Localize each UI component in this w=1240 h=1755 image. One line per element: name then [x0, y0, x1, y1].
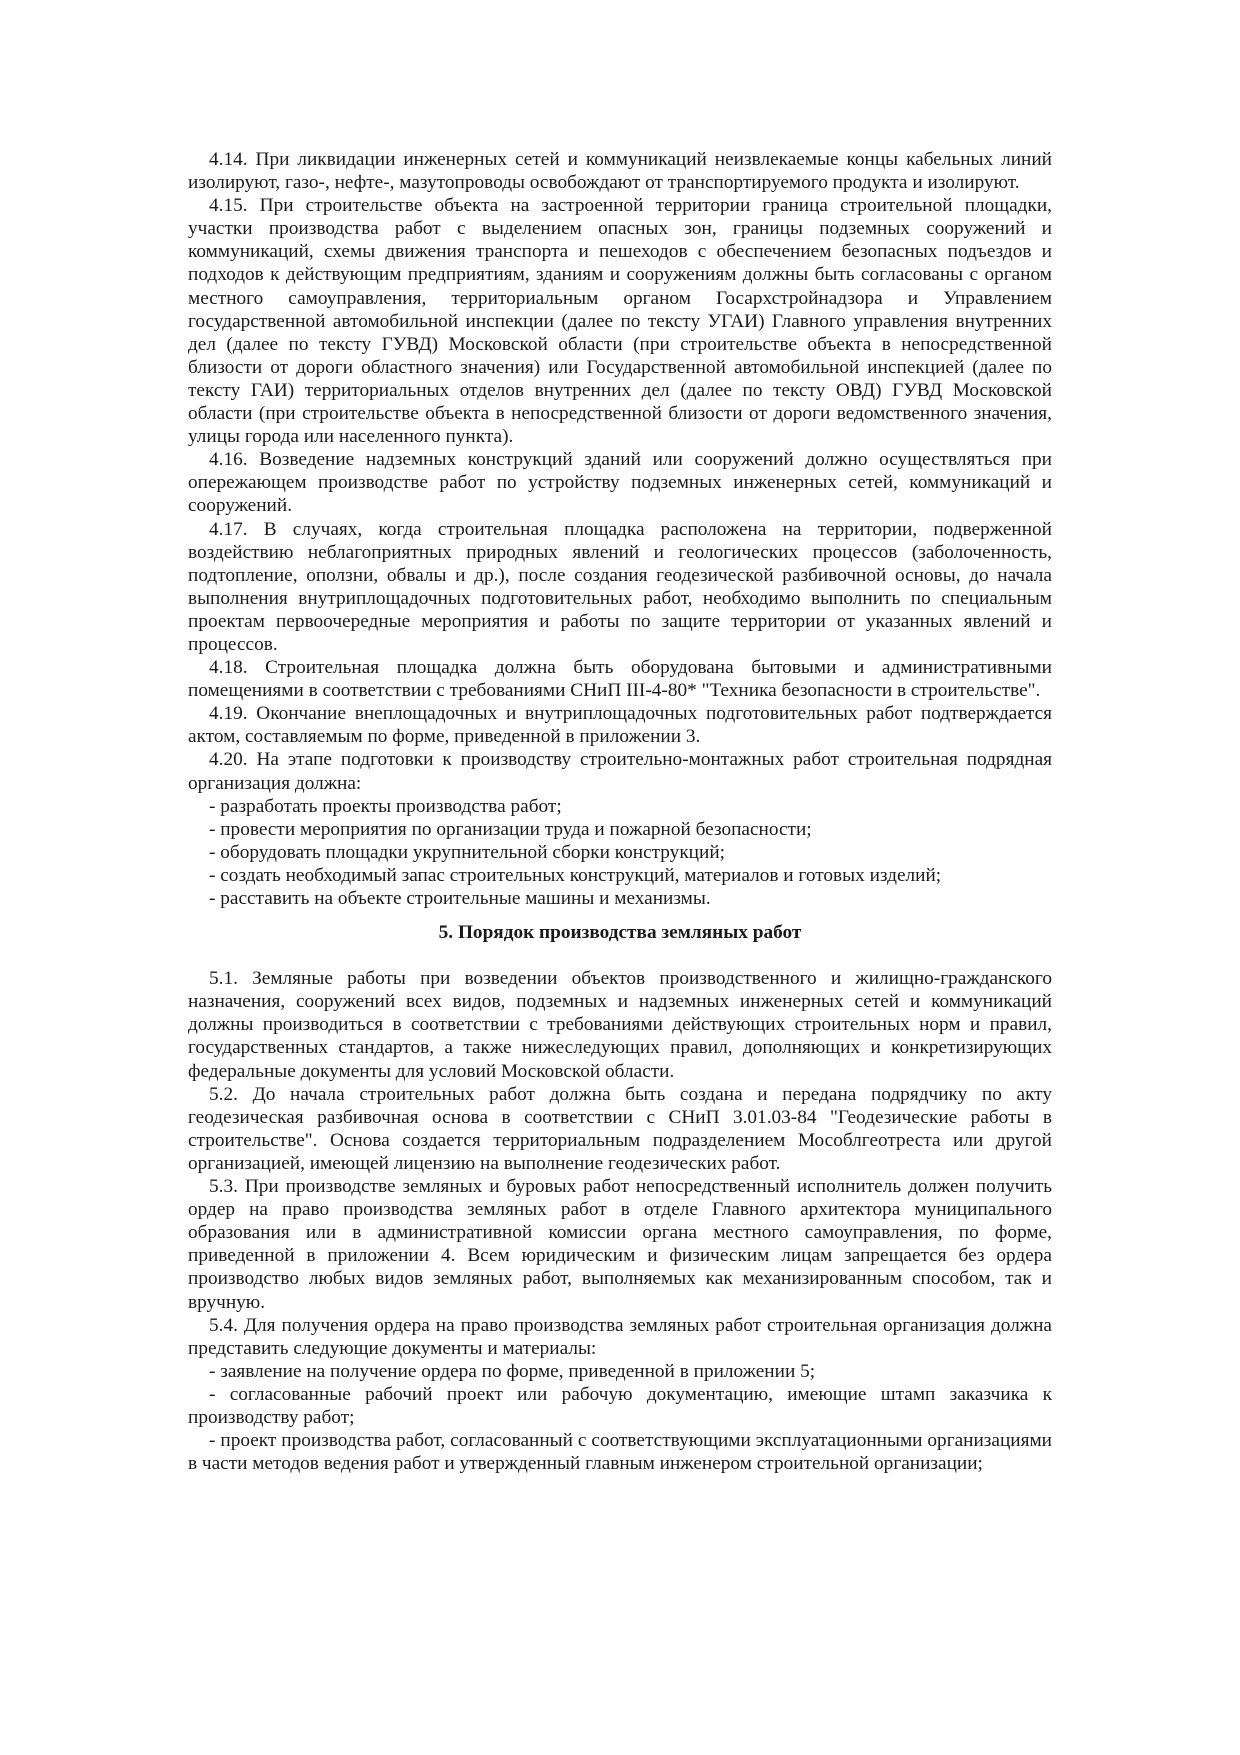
paragraph-5-3: 5.3. При производстве земляных и буровых работ непосредственный исполнитель должен получить ордер на право производства земляных работ в отделе Главного архитектора муниципального образования или в административной комиссии органа местного самоуправления, по форме, приведенной в приложении 4. Всем юридическим и физическим лицам запрещается без ордера производство любых видов земляных работ, выполняемых как механизированным способом, так и вручную. [188, 1176, 1052, 1313]
paragraph-4-15: 4.15. При строительстве объекта на застроенной территории граница строительной площадки, участки производства работ с выделением опасных зон, границы подземных сооружений и коммуникаций, схемы движения транспорта и пешеходов с обеспечением безопасных подъездов и подходов к действующим предприятиям, зданиям и сооружениям должны быть согласованы с органом местного самоуправления, территориальным органом Госархстройнадзора и Управлением государственной автомобильной инспекции (далее по тексту УГАИ) Главного управления внутренних дел (далее по тексту ГУВД) Московской области (при строительстве объекта в непосредственной близости от дороги областного значения) или Государственной автомобильной инспекцией (далее по тексту ГАИ) территориальных отделов внутренних дел (далее по тексту ОВД) ГУВД Московской области (при строительстве объекта в непосредственной близости от дороги ведомственного значения, улицы города или населенного пункта). [188, 195, 1052, 448]
paragraph-4-16: 4.16. Возведение надземных конструкций зданий или сооружений должно осуществляться при опережающем производстве работ по устройству подземных инженерных сетей, коммуникаций и сооружений. [188, 449, 1052, 517]
list-item: - расставить на объекте строительные машины и механизмы. [209, 888, 711, 909]
paragraph-4-18: 4.18. Строительная площадка должна быть оборудована бытовыми и административными помещениями в соответствии с требованиями СНиП III-4-80* "Техника безопасности в строительстве". [188, 657, 1052, 702]
paragraph-5-1: 5.1. Земляные работы при возведении объектов производственного и жилищно-гражданского назначения, сооружений всех видов, подземных и надземных инженерных сетей и коммуникаций должны производиться в соответствии с требованиями действующих строительных норм и правил, государственных стандартов, а также нижеследующих правил, дополняющих и конкретизирующих федеральные документы для условий Московской области. [188, 968, 1052, 1082]
paragraph-5-4: 5.4. Для получения ордера на право производства земляных работ строительная организация должна представить следующие документы и материалы: [188, 1314, 1052, 1359]
paragraph-4-19: 4.19. Окончание внеплощадочных и внутриплощадочных подготовительных работ подтверждается актом, составляемым по форме, приведенной в приложении 3. [188, 703, 1052, 748]
list-item: - проект производства работ, согласованный с соответствующими эксплуатационными организациями в части методов ведения работ и утвержденный главным инженером строительной организации; [188, 1430, 1052, 1475]
document-page [188, 148, 1052, 1475]
paragraph-4-17: 4.17. В случаях, когда строительная площадка расположена на территории, подверженной воздействию неблагоприятных природных явлений и геологических процессов (заболоченность, подтопление, оползни, обвалы и др.), после создания геодезической разбивочной основы, до начала выполнения внутриплощадочных подготовительных работ, необходимо выполнить по специальным проектам первоочередные мероприятия и работы по защите территории от указанных явлений и процессов. [188, 518, 1052, 655]
list-item: - заявление на получение ордера по форме, приведенной в приложении 5; [209, 1360, 816, 1382]
section-heading: 5. Порядок производства земляных работ [438, 922, 802, 944]
paragraph-5-2: 5.2. До начала строительных работ должна быть создана и передана подрядчику по акту геодезическая разбивочная основа в соответствии с СНиП 3.01.03-84 "Геодезические работы в строительстве". Основа создается территориальным подразделением Мособлгеотреста или другой организацией, имеющей лицензию на выполнение геодезических работ. [188, 1083, 1052, 1174]
paragraph-4-20: 4.20. На этапе подготовки к производству строительно-монтажных работ строительная подрядная организация должна: [188, 749, 1052, 794]
paragraph-4-14: 4.14. При ликвидации инженерных сетей и коммуникаций неизвлекаемые концы кабельных линий изолируют, газо-, нефте-, мазутопроводы освобождают от транспортируемого продукта и изолируют. [188, 149, 1052, 194]
list-item: - разработать проекты производства работ; [209, 795, 562, 817]
list-item: - согласованные рабочий проект или рабочую документацию, имеющие штамп заказчика к производству работ; [188, 1383, 1052, 1428]
list-item: - оборудовать площадки укрупнительной сборки конструкций; [209, 841, 725, 863]
list-item: - провести мероприятия по организации труда и пожарной безопасности; [209, 818, 812, 840]
list-item: - создать необходимый запас строительных конструкций, материалов и готовых изделий; [209, 864, 942, 886]
